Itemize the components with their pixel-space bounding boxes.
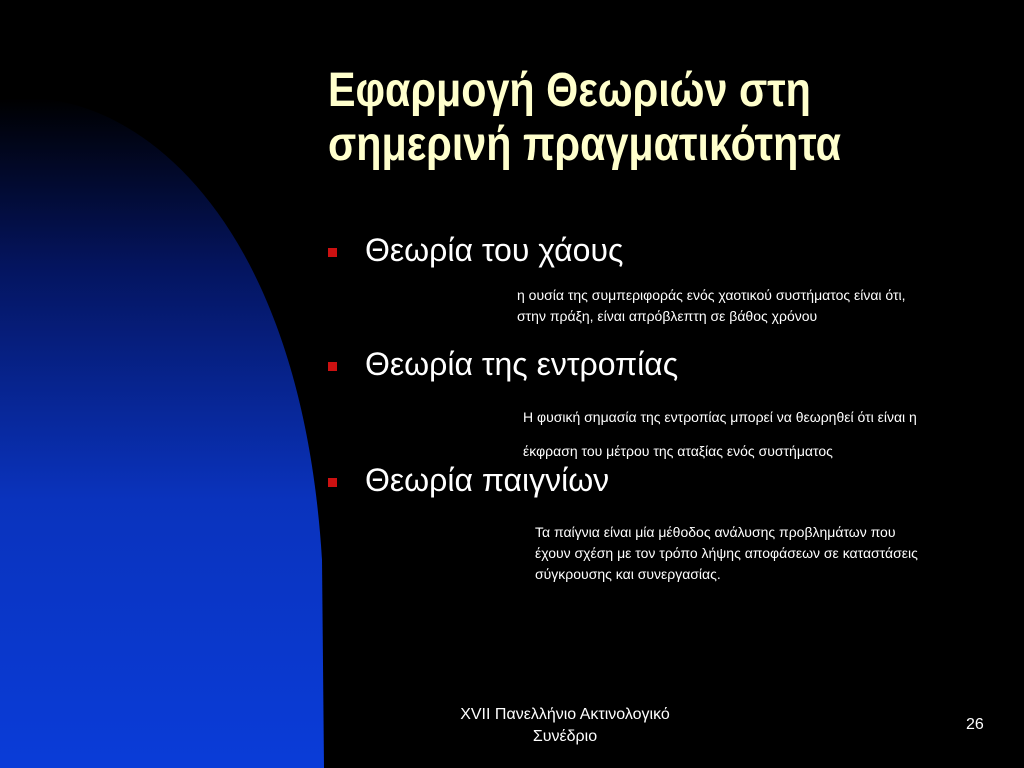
page-number: 26	[966, 716, 984, 733]
bullet-square-icon	[328, 362, 337, 371]
slide-title-line2: σημερινή πραγματικότητα	[328, 118, 841, 171]
description-line: έκφραση του μέτρου της αταξίας ενός συστήματος	[523, 443, 833, 459]
bullet-description-chaos	[517, 285, 906, 327]
bullet-item-entropy-theory	[328, 346, 678, 383]
description-line: η ουσία της συμπεριφοράς ενός χαοτικού συστήματος είναι ότι,	[517, 287, 906, 303]
bullet-square-icon	[328, 248, 337, 257]
bullet-description-games	[535, 522, 918, 585]
bullet-label: Θεωρία παιγνίων	[365, 462, 610, 498]
footer-line: XVII Πανελλήνιο Ακτινολογικό	[460, 706, 670, 723]
bullet-label: Θεωρία της εντροπίας	[365, 346, 679, 382]
description-line: Η φυσική σημασία της εντροπίας μπορεί να θεωρηθεί ότι είναι η	[523, 409, 917, 425]
bullet-description-entropy	[523, 400, 917, 468]
footer-line: Συνέδριο	[532, 728, 598, 745]
description-line: σύγκρουσης και συνεργασίας.	[535, 566, 721, 582]
bullet-square-icon	[328, 478, 337, 487]
slide-title-line1: Εφαρμογή Θεωριών στη	[328, 64, 811, 117]
bullet-label: Θεωρία του χάους	[365, 232, 624, 268]
bullet-item-chaos-theory	[328, 232, 623, 269]
description-line: στην πράξη, είναι απρόβλεπτη σε βάθος χρόνου	[517, 308, 818, 324]
bullet-item-game-theory	[328, 462, 609, 499]
slide-footer	[420, 704, 710, 748]
slide-title	[328, 64, 913, 172]
description-line: έχουν σχέση με τον τρόπο λήψης αποφάσεων σε καταστάσεις	[535, 545, 918, 561]
description-line: Τα παίγνια είναι μία μέθοδος ανάλυσης προβλημάτων που	[535, 524, 896, 540]
